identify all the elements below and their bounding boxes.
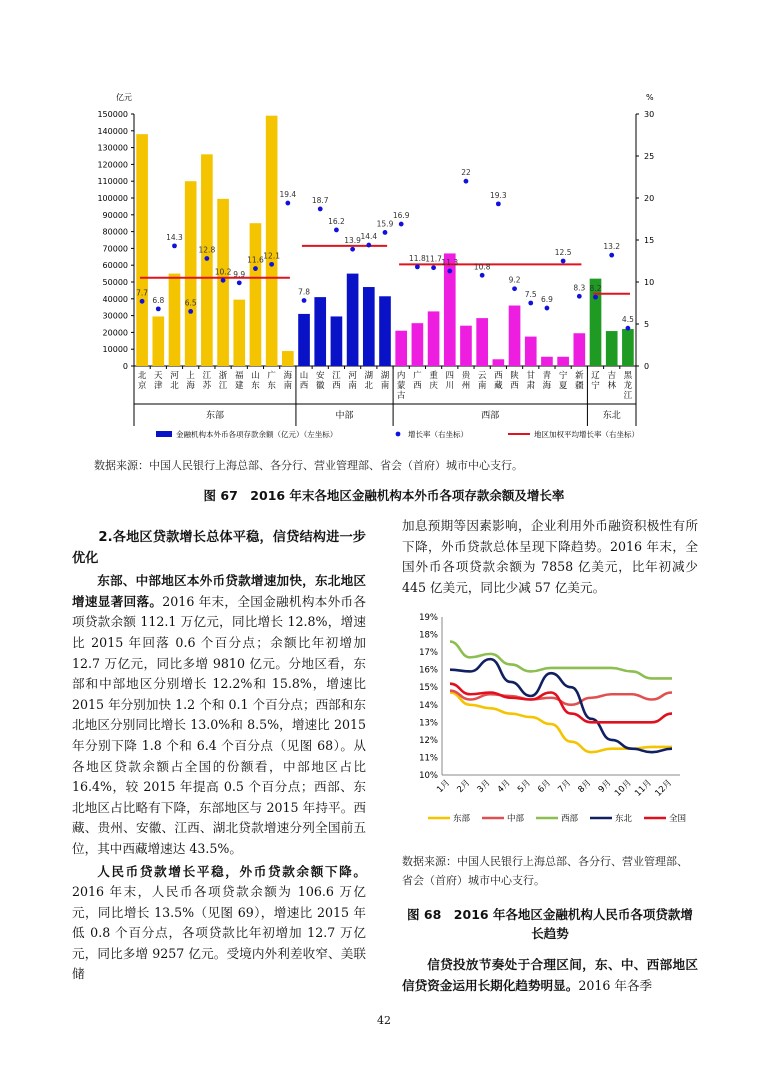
bar-海南 [282,351,294,366]
x-tick-label-河北: 北 [170,381,179,391]
chart-67-bars [136,116,633,366]
y-tick-label: 16% [419,665,438,676]
rate-point-宁夏 [561,259,566,264]
x-tick-label-贵州: 州 [461,381,471,391]
figure-67-caption: 图 67 2016 年末各地区金融机构本外币各项存款余额及增长率 [203,488,565,503]
x-tick-label-吉林: 林 [607,381,616,391]
x-tick-label-安徽: 徽 [315,381,325,391]
y-tick-label-left: 120000 [97,160,128,170]
rate-point-江苏 [204,256,209,261]
x-tick-label-新疆: 新 [575,371,584,381]
rate-label-海南: 19.4 [279,190,297,200]
y-tick-label-left: 130000 [97,143,128,153]
x-tick-label: 11月 [633,778,654,799]
chart-68 [398,605,708,830]
chart-68-legend [428,813,687,824]
x-tick-label-浙江: 浙 [218,371,228,381]
figure-68-caption: 图 68 2016 年各地区金融机构人民币各项贷款增长趋势 [407,907,693,941]
x-tick-label-甘肃: 肃 [526,381,535,391]
x-tick-label-江苏: 江 [202,371,212,381]
y-tick-label: 13% [419,718,438,729]
y-tick-label-left: 90000 [102,210,128,220]
bar-湖北 [363,287,375,366]
bar-安徽 [314,297,326,366]
rate-label-江西: 16.2 [328,216,345,226]
rate-label-重庆: 11.7 [425,254,442,264]
rate-label-辽宁: 8.2 [589,284,602,294]
x-tick-label-广西: 西 [413,381,422,391]
region-label: 中部 [335,411,354,421]
chart-68-axes [419,613,680,799]
x-tick-label: 1月 [435,778,453,795]
y-tick-label-left: 80000 [102,227,128,237]
x-tick-label-天津: 天 [154,371,163,381]
x-tick-label-内蒙古: 古 [396,391,406,401]
x-tick-label-浙江: 江 [218,381,228,391]
rate-point-内蒙古 [399,222,404,227]
rate-point-广西 [415,264,420,269]
paragraph-rmb-loans [72,862,366,986]
x-tick-label: 9月 [596,778,614,795]
x-tick-label: 5月 [515,778,533,795]
bar-吉林 [606,331,618,366]
legend-label-全国: 全国 [669,814,687,824]
x-tick-label: 6月 [536,778,554,795]
rate-point-新疆 [577,294,582,299]
x-tick-label-黑龙江: 龙 [623,381,633,391]
x-tick-label: 2月 [455,778,473,795]
y-tick-label: 19% [419,613,438,623]
x-tick-label-西藏: 藏 [494,381,503,391]
legend-label-rate: 增长率（右坐标） [408,430,468,439]
rate-label-江苏: 12.8 [198,245,216,255]
bar-上海 [185,181,197,366]
rate-point-安徽 [318,207,323,212]
rate-point-广东 [269,262,274,267]
paragraph-lead: 东部、中部地区本外币贷款增速加快，东北地区增速显著回落。 [72,573,366,609]
legend-label-中部: 中部 [507,814,525,824]
x-tick-label-湖北: 北 [364,381,374,391]
x-tick-label-云南: 南 [477,381,487,391]
x-tick-label-山西: 西 [299,381,309,391]
y-axis-unit-left: 亿元 [116,93,132,102]
bar-云南 [476,318,488,366]
bar-福建 [233,300,245,366]
region-label: 东部 [205,411,224,421]
rate-label-西藏: 19.3 [490,190,507,200]
paragraph-body: 2016 年末，全国金融机构本外币各项贷款余额 112.1 万亿元，同比增长 12.8%，增速比 2015 年回落 0.6 个百分点；余额比年初增加 12.7 万亿元，同比多增 9810 亿元。分地区看，东部和中部地区分别增长 12.2%和 15.8%，增速比 2015 年分别加快 1.2 个和 0.1 个百分点；西部和东北地区分别同比增长 13.0%和 8.5%，增速比 2015 年分别下降 1.8 个和 6.4 个百分点（见图 68）。从各地区贷款余额占全国的份额看，中部地区占比 16.4%，较 2015 年提高 0.5 个百分点；西部、东北地区占比略有下降，东部地区与 2015 年持平。西藏、贵州、安徽、江西、湖北贷款增速分列全国前五位，其中西藏增速达 43.5%。 [72,593,366,856]
x-tick-label-吉林: 吉 [607,371,616,381]
rate-point-海南 [285,201,290,206]
y-tick-label-left: 140000 [97,126,128,136]
x-tick-label-河南: 河 [348,371,357,381]
rate-point-贵州 [464,179,469,184]
paragraph-body: 2016 年末，人民币各项贷款余额为 106.6 万亿元，同比增长 13.5%（见图 69），增速比 2015 年低 0.8 个百分点，各项贷款比年初增加 12.7 万亿元，同比多增 9257 亿元。受境内外利差收窄、美联储 [72,884,366,982]
y-tick-label-left: 50000 [102,278,128,287]
x-tick-label-山西: 山 [299,371,309,381]
x-tick-label: 4月 [495,778,513,795]
chart-67 [0,0,768,450]
region-label: 西部 [481,411,500,421]
bar-宁夏 [557,357,569,366]
x-tick-label-湖北: 湖 [364,371,374,381]
x-tick-label-贵州: 贵 [461,371,471,381]
y-tick-label: 17% [419,648,438,659]
x-tick-label-安徽: 安 [315,371,325,381]
x-tick-label-西藏: 西 [494,371,503,381]
x-tick-label-北京: 京 [137,381,147,391]
y-tick-label-left: 10000 [102,345,128,355]
rate-label-贵州: 22 [461,168,471,178]
y-tick-label: 18% [419,630,438,641]
rate-point-西藏 [496,201,501,206]
paragraph-loans-regions [72,571,366,859]
y-tick-label-right: 15 [644,236,655,245]
rate-label-天津: 6.8 [152,295,165,305]
rate-point-重庆 [431,265,436,270]
y-tick-label-left: 110000 [97,177,128,187]
rate-point-云南 [480,273,485,278]
rate-point-湖南 [383,230,388,235]
chart-67-axes [97,92,654,426]
y-tick-label-left: 20000 [102,328,128,338]
right-column-top [402,516,698,598]
figure-68-source: 数据来源：中国人民银行上海总部、各分行、营业管理部、省会（首府）城市中心支行。 [402,855,688,887]
x-tick-label-重庆: 庆 [429,381,438,391]
x-tick-label-上海: 海 [186,381,195,391]
rate-label-内蒙古: 16.9 [392,211,410,221]
y-tick-label-right: 10 [644,278,655,287]
bar-河北 [169,274,181,366]
series-line-全国 [450,684,672,723]
paragraph-body: 2016 年各季 [578,977,653,993]
bar-天津 [152,316,164,366]
bar-江西 [331,316,343,366]
x-tick-label-广东: 东 [267,381,276,391]
rate-point-陕西 [512,286,517,291]
bar-青海 [541,357,553,366]
rate-label-吉林: 13.2 [603,242,621,252]
y-tick-label: 10% [419,771,438,781]
rate-label-福建: 9.9 [233,269,246,279]
x-tick-label-新疆: 疆 [575,381,584,391]
rate-point-山西 [302,298,307,303]
x-tick-label-辽宁: 宁 [591,381,600,391]
rate-point-黑龙江 [626,326,631,331]
bar-山东 [250,223,262,366]
paragraph-credit-pace [402,955,698,996]
x-tick-label-青海: 海 [542,381,552,391]
y-tick-label-left: 30000 [102,311,128,321]
x-tick-label-天津: 津 [154,381,163,391]
x-tick-label: 8月 [576,778,594,795]
rate-point-福建 [237,280,242,285]
x-tick-label-海南: 南 [283,381,293,391]
bar-重庆 [428,311,440,366]
rate-label-山东: 11.6 [247,255,264,265]
bar-西藏 [493,359,505,366]
rate-label-湖南: 15.9 [376,219,394,229]
x-tick-label-海南: 海 [283,371,293,381]
rate-label-甘肃: 7.5 [524,290,537,299]
rate-point-湖北 [366,243,371,248]
x-tick-label-河南: 南 [348,381,357,391]
rate-point-四川 [447,269,452,274]
x-tick-label-内蒙古: 蒙 [396,381,406,391]
legend-label-东北: 东北 [615,814,633,824]
bar-甘肃 [525,337,537,366]
section-heading: 2.各地区贷款增长总体平稳，信贷结构进一步优化 [72,530,366,566]
x-tick-label-宁夏: 夏 [558,381,568,391]
y-tick-label: 14% [419,700,438,711]
left-column [72,528,366,985]
y-tick-label: 15% [419,683,438,694]
y-tick-label: 11% [419,753,438,764]
y-tick-label-left: 40000 [102,294,128,304]
rate-label-四川: 11.3 [441,258,459,268]
x-tick-label-四川: 川 [445,381,455,391]
rate-point-北京 [140,299,145,304]
rate-point-甘肃 [528,301,533,306]
x-tick-label-辽宁: 辽 [591,371,600,381]
y-tick-label-right: 25 [644,152,655,161]
y-tick-label-right: 20 [644,194,655,203]
rate-point-上海 [188,309,193,314]
x-tick-label-福建: 建 [235,381,244,391]
x-tick-label-湖南: 湖 [380,371,390,381]
y-tick-label-left: 0 [122,362,128,371]
y-tick-label-left: 70000 [102,244,128,254]
rate-label-安徽: 18.7 [311,195,329,205]
bar-黑龙江 [622,329,634,366]
region-label: 东北 [602,411,621,421]
x-tick-label-江西: 西 [332,381,341,391]
rate-point-天津 [156,306,161,311]
bar-湖南 [379,296,391,366]
y-tick-label-right: 0 [644,362,650,371]
x-tick-label-湖南: 南 [380,381,390,391]
y-tick-label-left: 60000 [102,261,128,271]
x-tick-label-云南: 云 [477,371,487,381]
x-tick-label: 3月 [475,778,493,795]
bar-北京 [136,134,148,366]
rate-label-河北: 14.3 [166,232,183,242]
x-tick-label-内蒙古: 内 [396,371,406,381]
rate-point-山东 [253,266,258,271]
chart-68-lines [450,642,672,753]
legend-marker-rate [396,432,401,437]
x-tick-label-福建: 福 [235,371,244,381]
x-tick-label-陕西: 西 [510,381,519,391]
rate-label-河南: 13.9 [344,236,361,246]
y-tick-label-left: 100000 [97,194,128,203]
bar-河南 [347,274,359,366]
x-tick-label: 10月 [613,778,634,799]
series-line-西部 [450,642,672,679]
x-tick-label-青海: 青 [542,371,552,381]
rate-label-宁夏: 12.5 [554,248,572,257]
x-tick-label-广西: 广 [413,371,422,381]
x-tick-label-四川: 四 [445,371,455,381]
x-tick-label-北京: 北 [137,371,147,381]
rate-point-浙江 [221,278,226,283]
bar-山西 [298,314,310,366]
x-tick-label-重庆: 重 [429,371,438,381]
x-tick-label-宁夏: 宁 [558,371,568,381]
legend-label-东部: 东部 [453,814,471,824]
right-column-bottom [402,955,698,996]
figure-67-source: 数据来源：中国人民银行上海总部、各分行、营业管理部、省会（首府）城市中心支行。 [94,459,523,472]
x-tick-label-黑龙江: 江 [623,391,633,401]
x-tick-label: 12月 [653,778,675,799]
rate-label-新疆: 8.3 [573,283,586,293]
rate-label-浙江: 10.2 [214,267,232,277]
rate-label-广东: 12.1 [263,251,280,261]
rate-point-辽宁 [593,295,598,300]
x-tick-label-黑龙江: 黑 [623,371,633,381]
x-tick-label-山东: 山 [251,371,260,381]
legend-label-balance: 金融机构本外币各项存款余额（亿元）（左坐标） [176,430,338,439]
x-tick-label-上海: 上 [186,371,195,381]
y-tick-label-left: 150000 [97,110,128,119]
x-tick-label: 7月 [556,778,574,795]
y-axis-unit-right: % [646,93,654,102]
rate-label-北京: 7.7 [136,288,149,298]
rate-label-上海: 6.5 [184,298,197,308]
x-tick-label-甘肃: 甘 [526,371,535,381]
rate-point-河北 [172,243,177,248]
rate-label-云南: 10.8 [473,262,491,272]
y-tick-label-right: 5 [644,320,650,329]
y-tick-label-right: 30 [644,110,655,119]
rate-label-广西: 11.8 [409,253,426,263]
bar-内蒙古 [395,331,407,366]
rate-label-青海: 6.9 [540,295,553,305]
rate-point-河南 [350,247,355,252]
legend-label-average: 地区加权平均增长率（右坐标） [534,430,639,439]
rate-point-江西 [334,228,339,233]
rate-label-黑龙江: 4.5 [621,315,634,325]
x-tick-label-山东: 东 [251,381,260,391]
x-tick-label-陕西: 陕 [510,371,519,381]
legend-swatch-balance [156,431,172,437]
rate-label-陕西: 9.2 [508,275,521,285]
x-tick-label-江西: 江 [332,371,341,381]
bar-新疆 [573,333,585,366]
y-tick-label: 12% [419,735,438,746]
bar-陕西 [509,306,521,366]
rate-point-青海 [545,306,550,311]
rate-point-吉林 [609,253,614,258]
rate-label-湖北: 14.4 [360,232,378,242]
rate-label-山西: 7.8 [298,287,311,297]
bar-广东 [266,116,278,366]
bar-广西 [412,323,424,366]
bar-贵州 [460,326,472,366]
page-number: 42 [377,1014,391,1027]
paragraph-foreign-loans: 加息预期等因素影响，企业利用外币融资积极性有所下降，外币贷款总体呈现下降趋势。2016 年末，全国外币各项贷款余额为 7858 亿美元，比年初减少 445 亿美元，同比少减 57 亿美元。 [402,518,698,595]
legend-label-西部: 西部 [561,814,579,824]
paragraph-lead: 人民币贷款增长平稳，外币贷款余额下降。 [97,863,366,879]
x-tick-label-江苏: 苏 [202,381,212,391]
paragraph-lead: 信贷投放节奏处于合理区间，东、中、西部地区信贷资金运用长期化趋势明显。 [402,957,698,993]
chart-67-legend [156,429,639,439]
x-tick-label-河北: 河 [170,371,179,381]
x-tick-label-广东: 广 [267,371,276,381]
